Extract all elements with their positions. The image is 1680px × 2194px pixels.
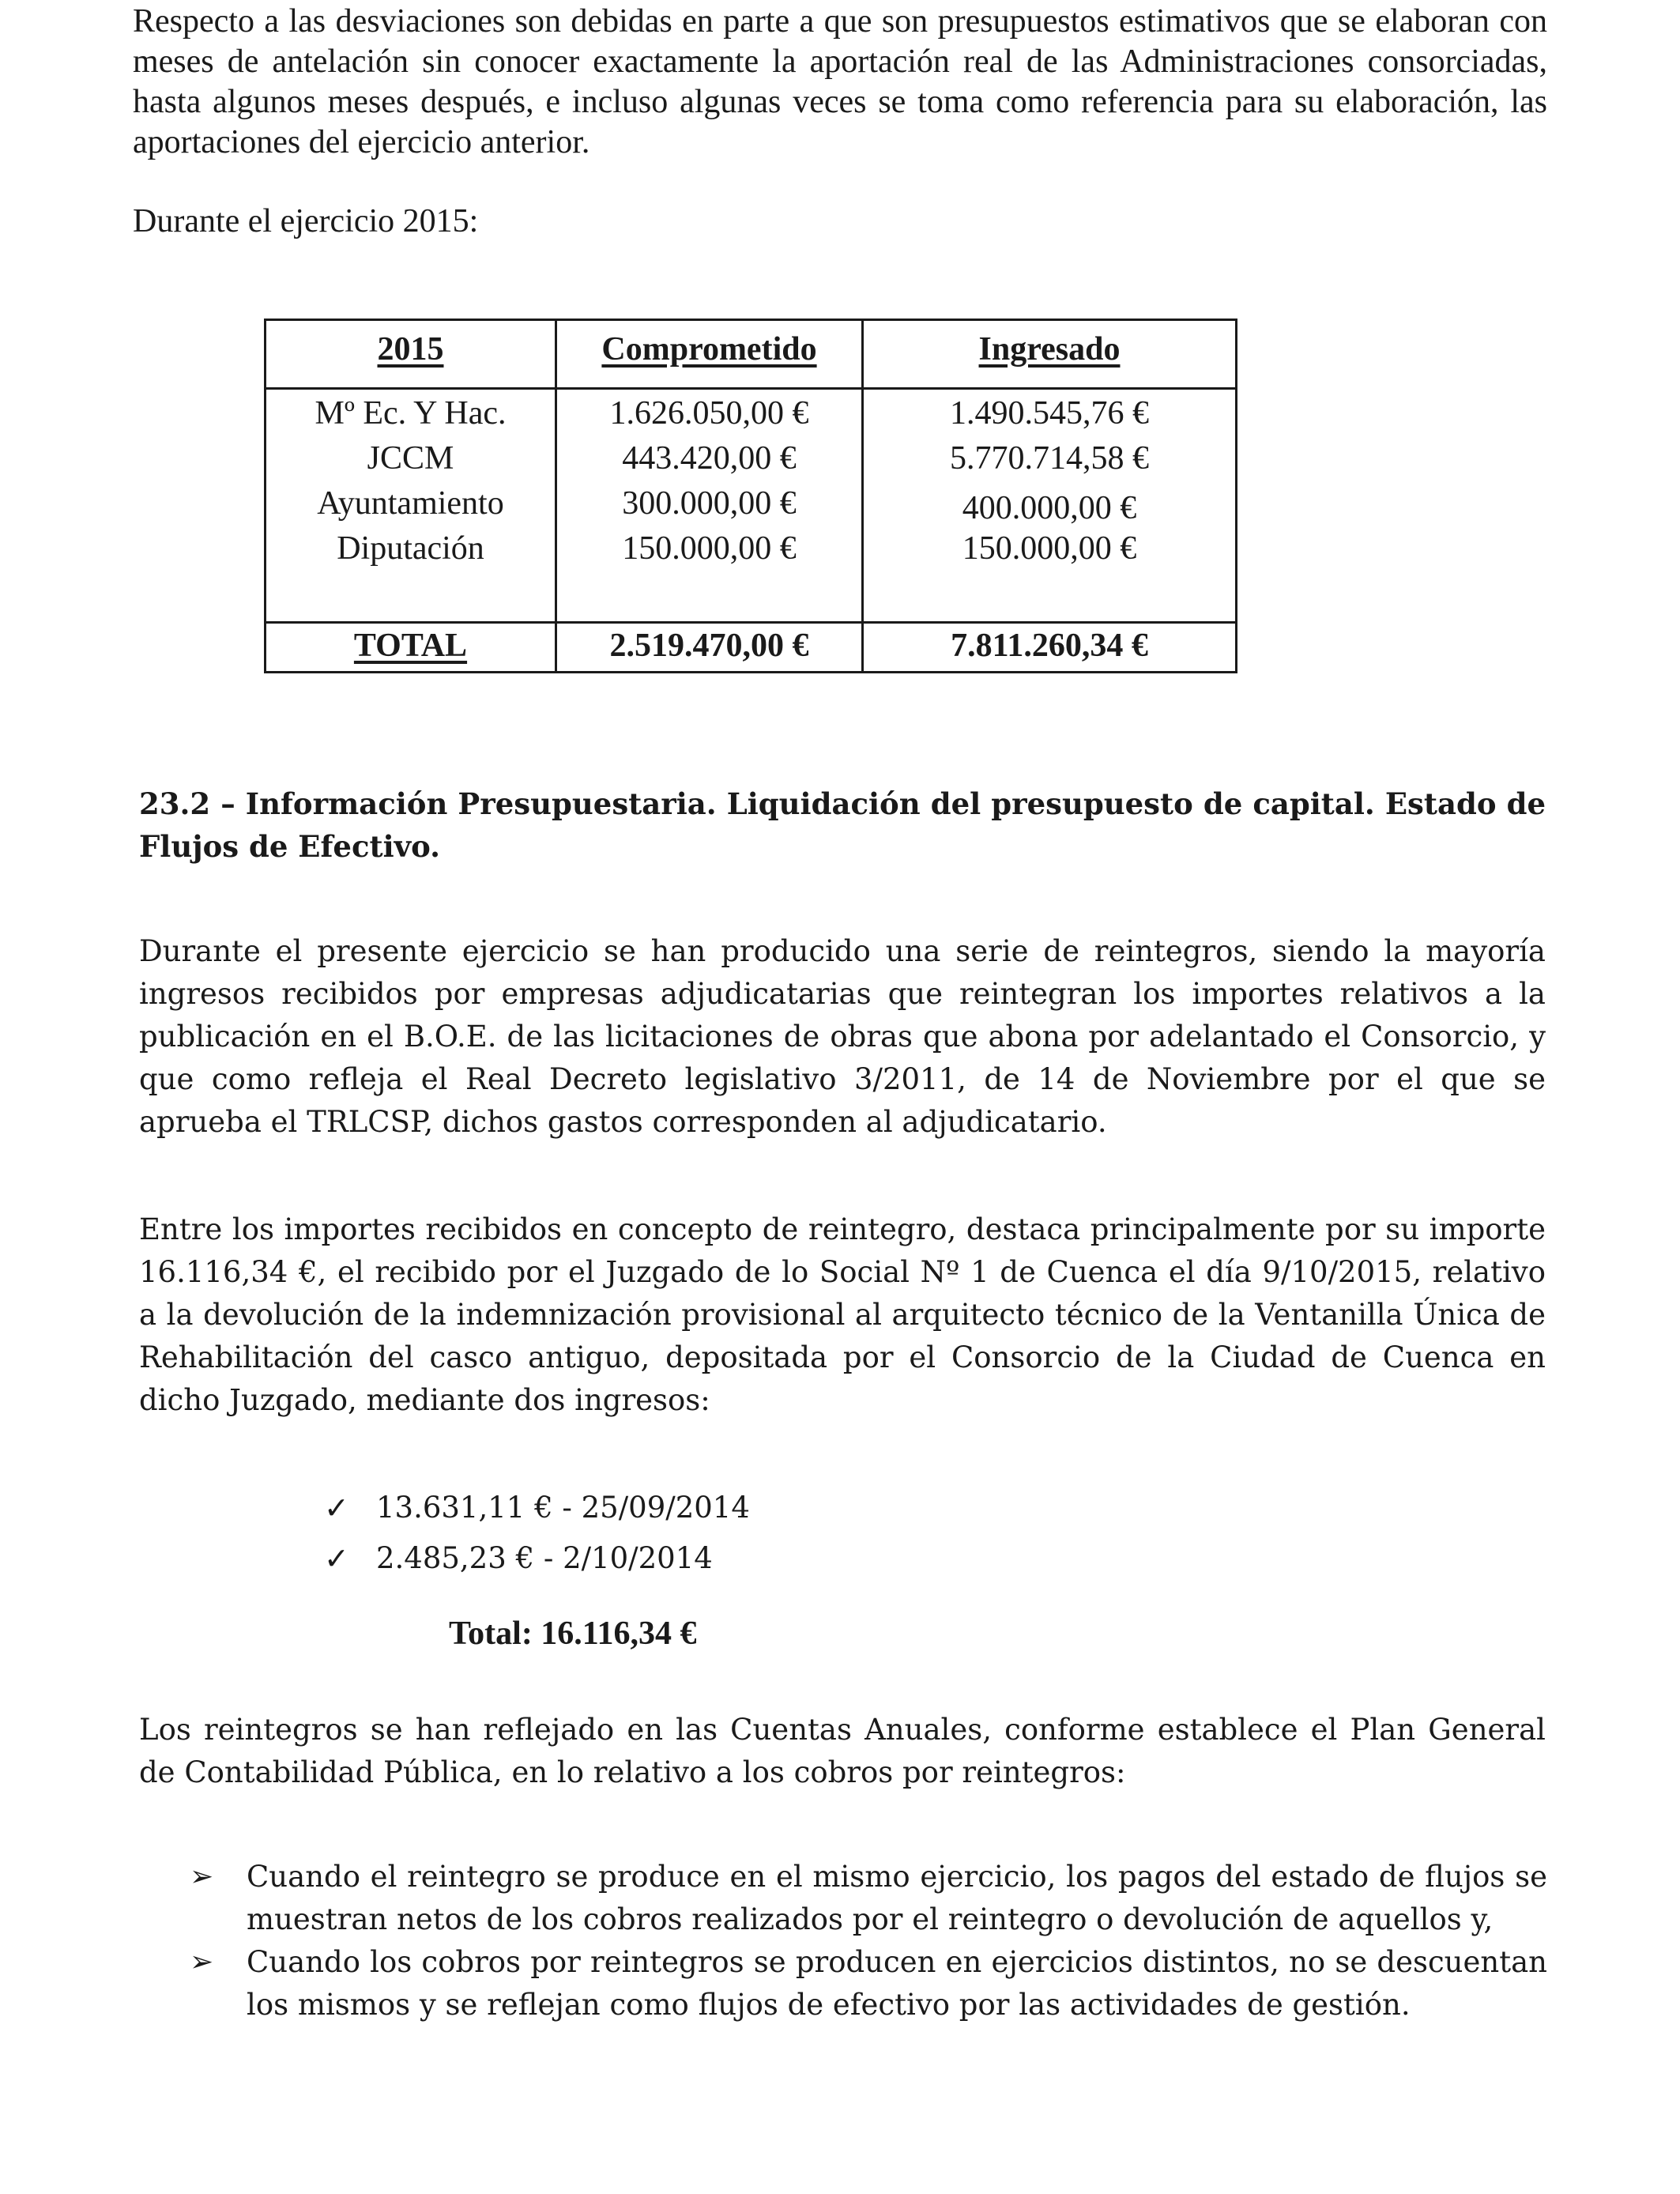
deposit-entry: 2.485,23 € - 2/10/2014 — [376, 1541, 713, 1575]
rule-text: Cuando el reintegro se produce en el mismo ejercicio, los pagos del estado de flujos se muestran netos de los cobros realizados por el reintegro o devolución de aquellos y, — [247, 1860, 1547, 1936]
table-header-year: 2015 — [377, 331, 444, 368]
table-cell-received: 5.770.714,58 € — [950, 440, 1149, 477]
list-item — [190, 1856, 1547, 1941]
table-cell-committed: 1.626.050,00 € — [609, 395, 809, 432]
deposit-list — [324, 1483, 750, 1584]
table-row-label: Ayuntamiento — [317, 485, 504, 522]
table-total-label: TOTAL — [353, 628, 468, 664]
cuentas-paragraph: Los reintegros se han reflejado en las Cuentas Anuales, conforme establece el Plan General de Contabilidad Pública, en lo relativo a los cobros por reintegros: — [139, 1713, 1546, 1789]
table-cell-committed: 300.000,00 € — [622, 485, 797, 522]
section-heading: 23.2 – Información Presupuestaria. Liquidación del presupuesto de capital. Estado de Flujos de Efectivo. — [139, 786, 1546, 864]
check-icon: ✓ — [324, 1541, 349, 1576]
budget-table — [264, 319, 1237, 673]
reintegros-paragraph: Durante el presente ejercicio se han producido una serie de reintegros, siendo la mayoría ingresos recibidos por empresas adjudicatarias que reintegran los importes relativos a la publicación en el B.O.E. de las licitaciones de obras que abona por adelantado el Consorcio, y que como refleja el Real Decreto legislativo 3/2011, de 14 de Noviembre por el que se aprueba el TRLCSP, dichos gastos corresponden al adjudicatario. — [139, 934, 1546, 1139]
table-header-received: Ingresado — [978, 331, 1121, 368]
table-row-label: Mº Ec. Y Hac. — [315, 395, 507, 432]
table-cell-committed: 150.000,00 € — [622, 530, 797, 567]
arrow-bullet-icon: ➢ — [190, 1860, 214, 1893]
list-item — [190, 1941, 1547, 2026]
list-item — [324, 1483, 750, 1533]
rules-list — [190, 1856, 1547, 2026]
table-cell-received: 1.490.545,76 € — [950, 395, 1149, 432]
table-cell-received: 400.000,00 € — [962, 490, 1137, 526]
table-header-committed: Comprometido — [601, 331, 817, 368]
list-item — [324, 1533, 750, 1584]
year-intro: Durante el ejercicio 2015: — [133, 203, 479, 239]
check-icon: ✓ — [324, 1491, 349, 1525]
table-row-label: Diputación — [337, 530, 484, 567]
deposit-entry: 13.631,11 € - 25/09/2014 — [376, 1491, 750, 1525]
table-row-label: JCCM — [367, 440, 454, 477]
rule-text: Cuando los cobros por reintegros se producen en ejercicios distintos, no se descuentan los mismos y se reflejan como flujos de efectivo por las actividades de gestión. — [247, 1945, 1547, 2022]
arrow-bullet-icon: ➢ — [190, 1946, 214, 1978]
importes-paragraph: Entre los importes recibidos en concepto de reintegro, destaca principalmente por su importe 16.116,34 €, el recibido por el Juzgado de lo Social Nº 1 de Cuenca el día 9/10/2015, relativo a la devolución de la indemnización provisional al arquitecto técnico de la Ventanilla Única de Rehabilitación del casco antiguo, depositada por el Consorcio de la Ciudad de Cuenca en dicho Juzgado, mediante dos ingresos: — [139, 1212, 1546, 1417]
table-cell-received: 150.000,00 € — [962, 530, 1137, 567]
table-cell-committed: 443.420,00 € — [622, 440, 797, 477]
table-total-received: 7.811.260,34 € — [951, 628, 1148, 664]
intro-paragraph: Respecto a las desviaciones son debidas en parte a que son presupuestos estimativos que se elaboran con meses de antelación sin conocer exactamente la aportación real de las Administraciones consorciadas, hasta algunos meses después, e incluso algunas veces se toma como referencia para su elaboración, las aportaciones del ejercicio anterior. — [133, 3, 1547, 160]
deposit-total: Total: 16.116,34 € — [449, 1615, 697, 1652]
table-total-committed: 2.519.470,00 € — [609, 628, 809, 664]
